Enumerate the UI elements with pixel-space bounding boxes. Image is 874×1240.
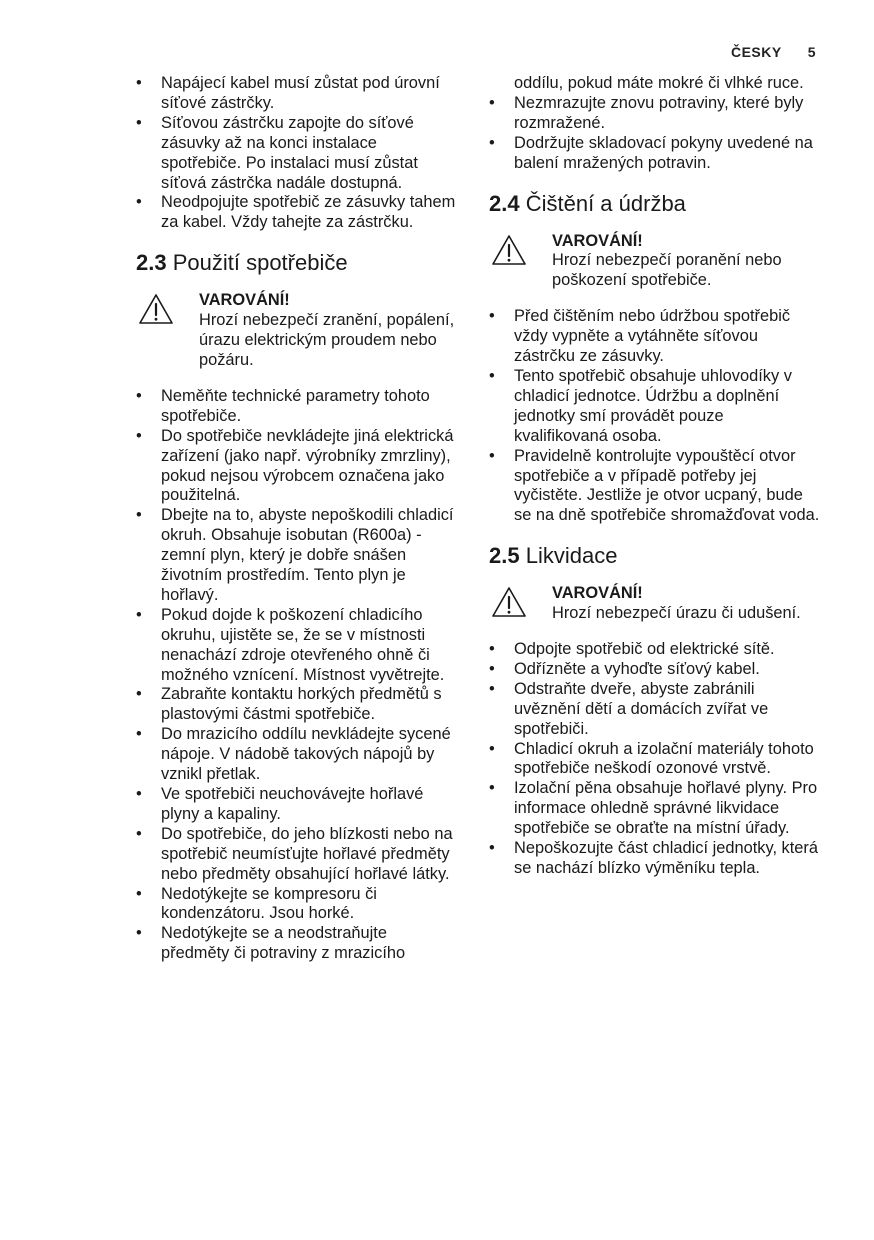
warning-text: Hrozí nebezpečí zranění, popálení, úrazu elektrickým proudem nebo požáru. bbox=[199, 311, 455, 369]
warning-box bbox=[489, 232, 821, 292]
warning-title: VAROVÁNÍ! bbox=[552, 231, 643, 250]
left-column bbox=[136, 74, 458, 964]
list-item: • Odstraňte dveře, abyste zabránili uvěznění dětí a domácích zvířat ve spotřebiči. bbox=[489, 680, 821, 740]
section-number: 2.5 bbox=[489, 543, 520, 569]
warning-triangle-icon bbox=[491, 234, 527, 266]
list-item: • Izolační pěna obsahuje hořlavé plyny. Pro informace ohledně správné likvidace spotřebiče se obraťte na místní úřady. bbox=[489, 779, 821, 839]
disposal-list bbox=[489, 640, 821, 879]
list-item: • Do spotřebiče, do jeho blízkosti nebo na spotřebič neumísťujte hořlavé předměty nebo předměty obsahující hořlavé látky. bbox=[136, 825, 458, 885]
warning-box bbox=[489, 584, 821, 624]
list-item: • Chladicí okruh a izolační materiály tohoto spotřebiče neškodí ozonové vrstvě. bbox=[489, 740, 821, 780]
list-item: • Dbejte na to, abyste nepoškodili chladicí okruh. Obsahuje isobutan (R600a) - zemní plyn, který je dobře snášen životním prostředím. Tento plyn je hořlavý. bbox=[136, 506, 458, 606]
list-item: • Odřízněte a vyhoďte síťový kabel. bbox=[489, 660, 821, 680]
list-item: • Do mrazicího oddílu nevkládejte sycené nápoje. V nádobě takových nápojů by vznikl přetlak. bbox=[136, 725, 458, 785]
usage-list-continued bbox=[489, 94, 821, 174]
header-language: ČESKY bbox=[730, 44, 782, 60]
list-item: • Nepoškozujte část chladicí jednotky, která se nachází blízko výměníku tepla. bbox=[489, 839, 821, 879]
warning-text: Hrozí nebezpečí úrazu či udušení. bbox=[552, 604, 801, 623]
warning-triangle-icon bbox=[491, 586, 527, 618]
list-item: • Pravidelně kontrolujte vypouštěcí otvor spotřebiče a v případě potřeby jej vyčistěte. Jestliže je otvor ucpaný, bude se na dně spotřebiče shromažďovat voda. bbox=[489, 447, 821, 527]
right-column bbox=[489, 74, 821, 879]
list-item: • Napájecí kabel musí zůstat pod úrovní síťové zástrčky. bbox=[136, 74, 458, 114]
list-item: • Nezmrazujte znovu potraviny, které byly rozmražené. bbox=[489, 94, 821, 134]
list-item: • Dodržujte skladovací pokyny uvedené na balení mražených potravin. bbox=[489, 134, 821, 174]
warning-triangle-icon bbox=[138, 293, 174, 325]
list-item: • Nedotýkejte se kompresoru či kondenzátoru. Jsou horké. bbox=[136, 885, 458, 925]
usage-list bbox=[136, 387, 458, 964]
section-title: Likvidace bbox=[525, 543, 618, 569]
page-header bbox=[731, 44, 816, 60]
list-item: • Zabraňte kontaktu horkých předmětů s plastovými částmi spotřebiče. bbox=[136, 685, 458, 725]
cleaning-list bbox=[489, 307, 821, 526]
list-item: • Neodpojujte spotřebič ze zásuvky tahem za kabel. Vždy tahejte za zástrčku. bbox=[136, 193, 458, 233]
section-title: Čištění a údržba bbox=[525, 190, 686, 216]
warning-title: VAROVÁNÍ! bbox=[199, 291, 290, 310]
warning-text: Hrozí nebezpečí poranění nebo poškození spotřebiče. bbox=[552, 251, 782, 290]
page-number: 5 bbox=[807, 44, 816, 60]
warning-title: VAROVÁNÍ! bbox=[552, 584, 643, 603]
list-item: • Před čištěním nebo údržbou spotřebič vždy vypněte a vytáhněte síťovou zástrčku ze zásuvky. bbox=[489, 307, 821, 367]
section-heading-2-5 bbox=[489, 542, 821, 570]
list-item: • Pokud dojde k poškození chladicího okruhu, ujistěte se, že se v místnosti nenachází zdroje otevřeného ohně či možného vznícení. Místnost vyvětrejte. bbox=[136, 606, 458, 686]
warning-box bbox=[136, 291, 458, 371]
list-item: • Nedotýkejte se a neodstraňujte předměty či potraviny z mrazicího bbox=[136, 924, 458, 964]
section-heading-2-3 bbox=[136, 249, 458, 277]
list-item: • Síťovou zástrčku zapojte do síťové zásuvky až na konci instalace spotřebiče. Po instalaci musí zůstat síťová zástrčka nadále dostupná. bbox=[136, 114, 458, 194]
section-heading-2-4 bbox=[489, 190, 821, 218]
section-title: Použití spotřebiče bbox=[172, 250, 348, 276]
section-number: 2.4 bbox=[489, 190, 520, 216]
list-item: • Ve spotřebiči neuchovávejte hořlavé plyny a kapaliny. bbox=[136, 785, 458, 825]
list-item: • Neměňte technické parametry tohoto spotřebiče. bbox=[136, 387, 458, 427]
continued-text: oddílu, pokud máte mokré či vlhké ruce. bbox=[514, 74, 804, 92]
list-item: • Do spotřebiče nevkládejte jiná elektrická zařízení (jako např. výrobníky zmrzliny), pokud nejsou výrobcem označena jako použitelná. bbox=[136, 427, 458, 507]
safety-list-top bbox=[136, 74, 458, 233]
list-item: • Odpojte spotřebič od elektrické sítě. bbox=[489, 640, 821, 660]
list-item: • Tento spotřebič obsahuje uhlovodíky v chladicí jednotce. Údržbu a doplnění jednotky smí provádět pouze kvalifikovaná osoba. bbox=[489, 367, 821, 447]
section-number: 2.3 bbox=[136, 250, 167, 276]
